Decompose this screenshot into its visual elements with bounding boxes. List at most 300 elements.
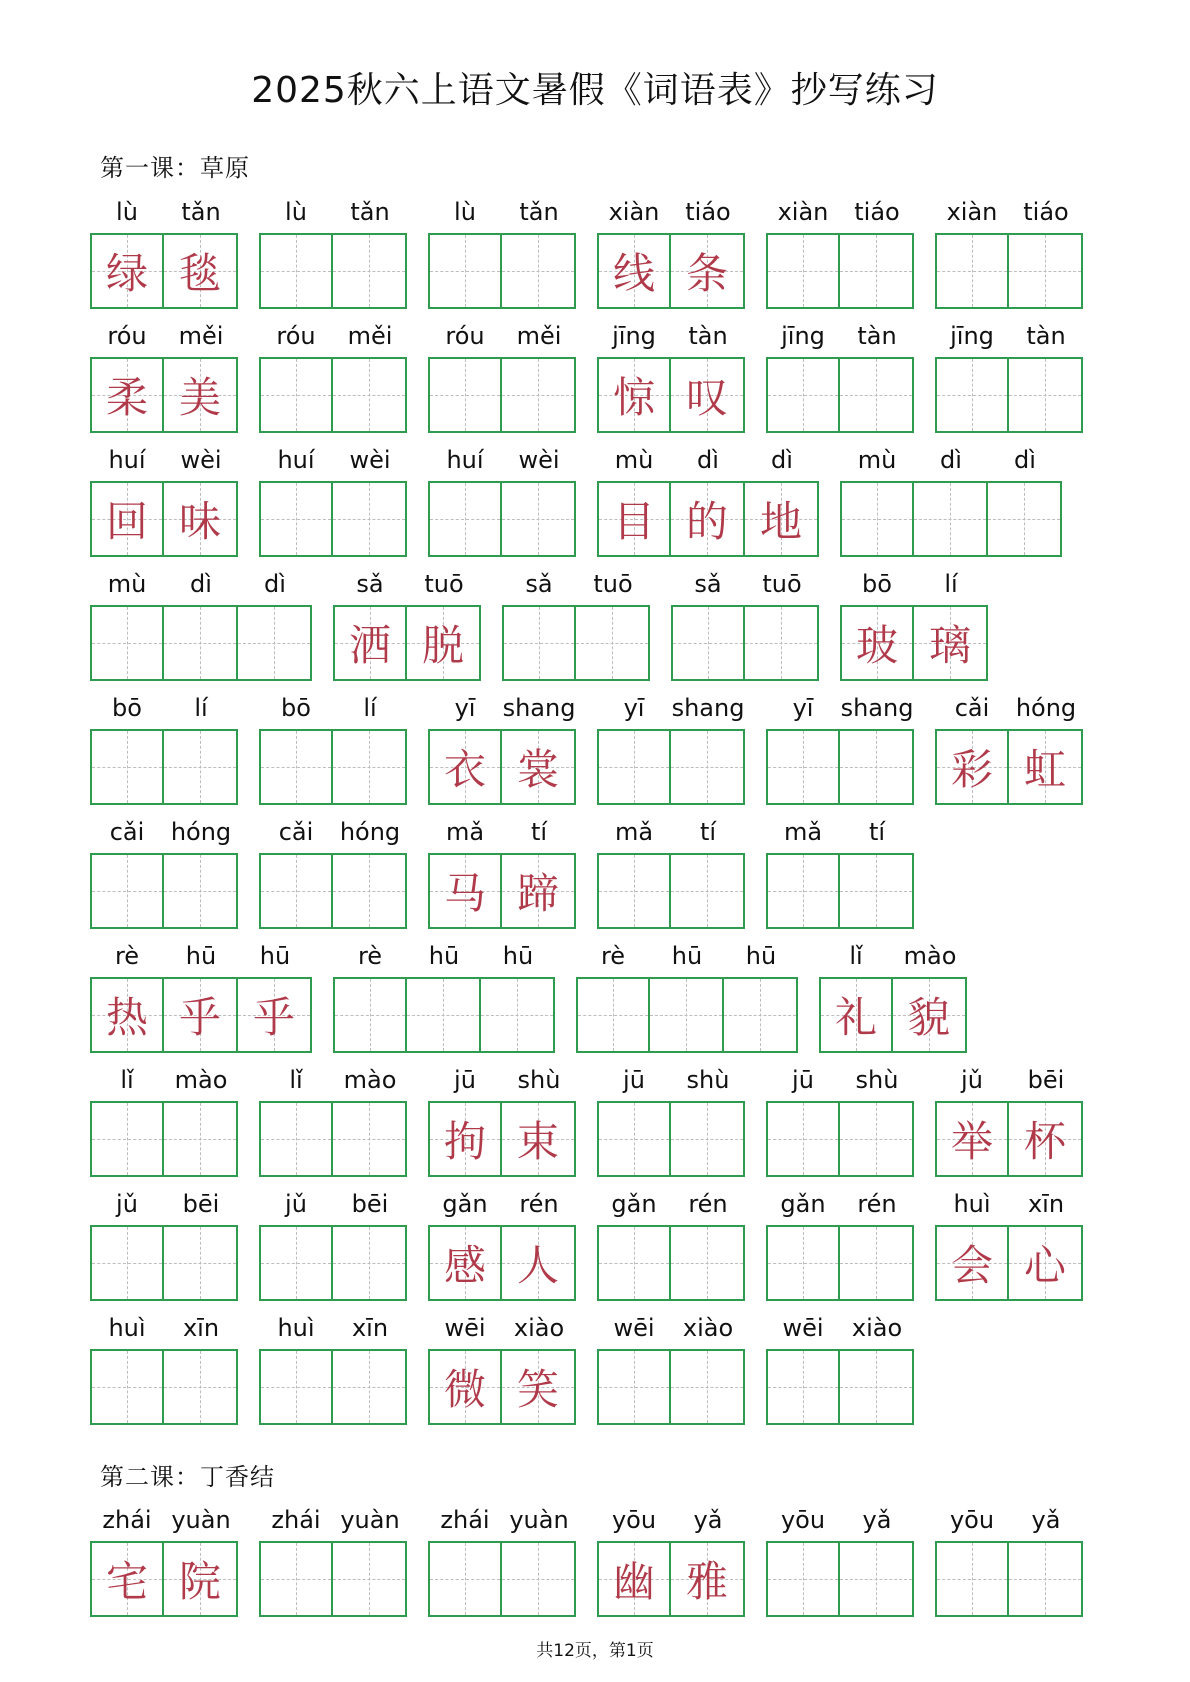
hanzi-character	[502, 359, 574, 431]
practice-box[interactable]	[259, 853, 333, 929]
pinyin-label: hóng	[1015, 694, 1077, 722]
pinyin-label: sǎ	[356, 570, 384, 598]
practice-box[interactable]	[332, 729, 407, 805]
character-box	[428, 853, 502, 929]
character-box	[163, 357, 238, 433]
pinyin-label: zhái	[271, 1506, 321, 1534]
character-box	[892, 977, 967, 1053]
hanzi-character	[261, 359, 331, 431]
pinyin-label: lí	[363, 694, 377, 722]
pinyin-label: lí	[944, 570, 958, 598]
practice-box[interactable]	[766, 1101, 840, 1177]
hanzi-character	[840, 1351, 912, 1423]
hanzi-character: 地	[759, 497, 802, 546]
pinyin-label: wēi	[613, 1314, 655, 1342]
practice-box[interactable]	[670, 1225, 745, 1301]
practice-box[interactable]	[90, 1225, 164, 1301]
pinyin-label: dì	[697, 446, 719, 474]
character-box	[333, 605, 407, 681]
character-box	[744, 481, 819, 557]
pinyin-label: xīn	[1027, 1190, 1065, 1218]
character-box	[501, 1101, 576, 1177]
hanzi-character	[937, 1543, 1007, 1615]
character-box	[670, 1541, 745, 1617]
hanzi-character	[164, 607, 236, 679]
hanzi-character	[481, 979, 553, 1051]
hanzi-character	[671, 1227, 743, 1299]
hanzi-character: 感	[443, 1241, 486, 1290]
hanzi-character	[333, 731, 405, 803]
pinyin-label: wèi	[180, 446, 222, 474]
character-box	[597, 357, 671, 433]
practice-box[interactable]	[1008, 1541, 1083, 1617]
hanzi-character	[599, 1103, 669, 1175]
hanzi-character: 美	[178, 373, 221, 422]
hanzi-character	[599, 1351, 669, 1423]
hanzi-character: 叹	[685, 373, 728, 422]
practice-box[interactable]	[597, 853, 671, 929]
practice-box[interactable]	[839, 1101, 914, 1177]
pinyin-label: dì	[771, 446, 793, 474]
practice-box[interactable]	[935, 1541, 1009, 1617]
hanzi-character	[261, 731, 331, 803]
hanzi-character	[988, 483, 1060, 555]
pinyin-label: měi	[516, 322, 562, 350]
practice-box[interactable]	[90, 605, 164, 681]
hanzi-character	[333, 483, 405, 555]
pinyin-label: yuàn	[509, 1506, 569, 1534]
hanzi-character: 笑	[516, 1365, 559, 1414]
practice-box[interactable]	[259, 233, 333, 309]
practice-box[interactable]	[332, 1225, 407, 1301]
hanzi-character	[599, 1227, 669, 1299]
pinyin-label: huí	[446, 446, 484, 474]
pinyin-label: jīng	[781, 322, 825, 350]
hanzi-character: 柔	[105, 373, 148, 422]
pinyin-label: lǐ	[289, 1066, 303, 1094]
practice-box[interactable]	[744, 605, 819, 681]
practice-box[interactable]	[649, 977, 724, 1053]
practice-box[interactable]	[839, 357, 914, 433]
pinyin-label: hū	[671, 942, 703, 970]
character-box	[428, 1225, 502, 1301]
pinyin-label: shù	[855, 1066, 899, 1094]
practice-box[interactable]	[163, 1349, 238, 1425]
hanzi-character: 院	[178, 1557, 221, 1606]
practice-box[interactable]	[913, 481, 988, 557]
pinyin-label: hū	[185, 942, 217, 970]
practice-box[interactable]	[259, 1101, 333, 1177]
hanzi-character	[261, 855, 331, 927]
hanzi-character	[840, 855, 912, 927]
pinyin-label: rè	[600, 942, 626, 970]
pinyin-label: gǎn	[442, 1190, 488, 1218]
pinyin-label: lǐ	[120, 1066, 134, 1094]
hanzi-character: 拘	[443, 1117, 486, 1166]
hanzi-character: 衣	[443, 745, 486, 794]
practice-box[interactable]	[163, 729, 238, 805]
hanzi-character	[768, 1227, 838, 1299]
pinyin-label: cǎi	[954, 694, 990, 722]
practice-box[interactable]	[501, 357, 576, 433]
hanzi-character	[407, 979, 479, 1051]
character-box	[1008, 729, 1083, 805]
hanzi-character	[578, 979, 648, 1051]
character-box	[90, 977, 164, 1053]
hanzi-character	[261, 483, 331, 555]
pinyin-label: yuàn	[340, 1506, 400, 1534]
pinyin-label: měi	[178, 322, 224, 350]
pinyin-label: hóng	[339, 818, 401, 846]
practice-box[interactable]	[480, 977, 555, 1053]
hanzi-character	[164, 1103, 236, 1175]
practice-box[interactable]	[333, 977, 407, 1053]
hanzi-character	[164, 1227, 236, 1299]
pinyin-label: yǎ	[693, 1506, 723, 1534]
hanzi-character: 束	[516, 1117, 559, 1166]
hanzi-character	[261, 1351, 331, 1423]
hanzi-character	[261, 235, 331, 307]
practice-box[interactable]	[766, 233, 840, 309]
pinyin-label: rén	[519, 1190, 559, 1218]
pinyin-label: yōu	[949, 1506, 995, 1534]
character-box	[163, 481, 238, 557]
pinyin-label: jū	[623, 1066, 645, 1094]
pinyin-label: tiáo	[854, 198, 900, 226]
pinyin-label: wēi	[782, 1314, 824, 1342]
practice-box[interactable]	[332, 481, 407, 557]
pinyin-label: yǎ	[1031, 1506, 1061, 1534]
practice-box[interactable]	[332, 853, 407, 929]
pinyin-label: xīn	[351, 1314, 389, 1342]
pinyin-label: xiào	[513, 1314, 565, 1342]
pinyin-label: tǎn	[519, 198, 559, 226]
character-box	[163, 233, 238, 309]
pinyin-label: mù	[107, 570, 147, 598]
practice-box[interactable]	[670, 853, 745, 929]
practice-box[interactable]	[766, 1541, 840, 1617]
pinyin-label: xiào	[851, 1314, 903, 1342]
hanzi-character	[840, 1227, 912, 1299]
pinyin-label: mào	[174, 1066, 228, 1094]
pinyin-label: dì	[1014, 446, 1036, 474]
pinyin-label: wèi	[518, 446, 560, 474]
pinyin-label: xiàn	[946, 198, 998, 226]
hanzi-character	[768, 731, 838, 803]
pinyin-label: tí	[868, 818, 886, 846]
hanzi-character	[576, 607, 648, 679]
pinyin-label: huí	[108, 446, 146, 474]
character-box	[501, 729, 576, 805]
pinyin-label: hóng	[170, 818, 232, 846]
pinyin-label: tuō	[762, 570, 802, 598]
practice-box[interactable]	[90, 853, 164, 929]
hanzi-character: 热	[105, 993, 148, 1042]
pinyin-label: mù	[614, 446, 654, 474]
hanzi-character: 惊	[612, 373, 655, 422]
character-box	[90, 1541, 164, 1617]
hanzi-character: 璃	[928, 621, 971, 670]
character-box	[501, 1225, 576, 1301]
character-box	[913, 605, 988, 681]
hanzi-character	[1009, 235, 1081, 307]
pinyin-label: yī	[454, 694, 476, 722]
hanzi-character: 杯	[1023, 1117, 1066, 1166]
practice-box[interactable]	[259, 729, 333, 805]
pinyin-label: xiàn	[777, 198, 829, 226]
hanzi-character	[673, 607, 743, 679]
hanzi-character	[430, 359, 500, 431]
character-box	[935, 1101, 1009, 1177]
pinyin-label: tí	[530, 818, 548, 846]
practice-box[interactable]	[259, 481, 333, 557]
practice-box[interactable]	[428, 233, 502, 309]
practice-box[interactable]	[766, 357, 840, 433]
practice-box[interactable]	[766, 1349, 840, 1425]
character-box	[428, 1101, 502, 1177]
practice-box[interactable]	[501, 481, 576, 557]
pinyin-label: tiáo	[685, 198, 731, 226]
hanzi-character	[768, 1351, 838, 1423]
practice-box[interactable]	[332, 1101, 407, 1177]
pinyin-label: lù	[454, 198, 476, 226]
character-box	[597, 481, 671, 557]
pinyin-label: jīng	[950, 322, 994, 350]
hanzi-character	[430, 235, 500, 307]
hanzi-character: 马	[443, 869, 486, 918]
practice-box[interactable]	[670, 1349, 745, 1425]
practice-box[interactable]	[839, 1349, 914, 1425]
pinyin-label: jīng	[612, 322, 656, 350]
hanzi-character: 会	[950, 1241, 993, 1290]
practice-box[interactable]	[935, 357, 1009, 433]
hanzi-character	[333, 1103, 405, 1175]
practice-box[interactable]	[501, 233, 576, 309]
character-box	[428, 1349, 502, 1425]
pinyin-label: yōu	[611, 1506, 657, 1534]
practice-box[interactable]	[766, 1225, 840, 1301]
hanzi-character	[671, 1351, 743, 1423]
character-box	[935, 1225, 1009, 1301]
practice-box[interactable]	[575, 605, 650, 681]
hanzi-character	[261, 1103, 331, 1175]
hanzi-character: 脱	[421, 621, 464, 670]
hanzi-character: 虹	[1023, 745, 1066, 794]
pinyin-label: bō	[112, 694, 142, 722]
pinyin-label: bō	[862, 570, 892, 598]
practice-box[interactable]	[259, 1225, 333, 1301]
hanzi-character	[238, 607, 310, 679]
pinyin-label: shang	[502, 694, 576, 722]
pinyin-label: yǎ	[862, 1506, 892, 1534]
hanzi-character: 味	[178, 497, 221, 546]
pinyin-label: huì	[953, 1190, 991, 1218]
practice-box[interactable]	[163, 853, 238, 929]
practice-box[interactable]	[237, 605, 312, 681]
pinyin-label: rén	[857, 1190, 897, 1218]
hanzi-character	[502, 1543, 574, 1615]
practice-box[interactable]	[597, 1225, 671, 1301]
hanzi-character: 玻	[855, 621, 898, 670]
pinyin-label: róu	[445, 322, 485, 350]
practice-box[interactable]	[163, 1225, 238, 1301]
hanzi-character	[914, 483, 986, 555]
hanzi-character: 乎	[178, 993, 221, 1042]
character-box	[1008, 1101, 1083, 1177]
pinyin-label: dì	[940, 446, 962, 474]
practice-box[interactable]	[935, 233, 1009, 309]
hanzi-character	[840, 1543, 912, 1615]
practice-box[interactable]	[766, 729, 840, 805]
hanzi-character	[671, 1103, 743, 1175]
pinyin-label: tàn	[688, 322, 728, 350]
practice-box[interactable]	[576, 977, 650, 1053]
pinyin-label: sǎ	[694, 570, 722, 598]
hanzi-character: 目	[612, 497, 655, 546]
pinyin-label: róu	[276, 322, 316, 350]
hanzi-character: 心	[1023, 1241, 1066, 1290]
pinyin-label: huì	[277, 1314, 315, 1342]
character-box	[935, 729, 1009, 805]
hanzi-character	[840, 1103, 912, 1175]
pinyin-label: dì	[264, 570, 286, 598]
pinyin-label: tí	[699, 818, 717, 846]
hanzi-character	[333, 855, 405, 927]
hanzi-character	[504, 607, 574, 679]
practice-box[interactable]	[90, 729, 164, 805]
pinyin-label: zhái	[440, 1506, 490, 1534]
practice-box[interactable]	[1008, 357, 1083, 433]
pinyin-label: huì	[108, 1314, 146, 1342]
pinyin-label: wèi	[349, 446, 391, 474]
practice-box[interactable]	[839, 1541, 914, 1617]
practice-box[interactable]	[502, 605, 576, 681]
pinyin-label: yuàn	[171, 1506, 231, 1534]
pinyin-label: tàn	[857, 322, 897, 350]
pinyin-label: mǎ	[614, 818, 654, 846]
hanzi-character	[164, 855, 236, 927]
pinyin-label: mào	[343, 1066, 397, 1094]
hanzi-character	[333, 1543, 405, 1615]
hanzi-character	[261, 1227, 331, 1299]
pinyin-label: sǎ	[525, 570, 553, 598]
practice-box[interactable]	[670, 729, 745, 805]
hanzi-character: 礼	[834, 993, 877, 1042]
pinyin-label: mǎ	[445, 818, 485, 846]
pinyin-label: mào	[903, 942, 957, 970]
practice-box[interactable]	[332, 1541, 407, 1617]
practice-box[interactable]	[839, 853, 914, 929]
pinyin-label: rè	[114, 942, 140, 970]
practice-box[interactable]	[428, 357, 502, 433]
hanzi-character: 貌	[907, 993, 950, 1042]
hanzi-character	[164, 731, 236, 803]
practice-box[interactable]	[90, 1349, 164, 1425]
practice-box[interactable]	[1008, 233, 1083, 309]
pinyin-label: bēi	[351, 1190, 389, 1218]
practice-box[interactable]	[597, 729, 671, 805]
page-footer: 共12页，第1页	[536, 1641, 654, 1661]
hanzi-character	[92, 1351, 162, 1423]
practice-box[interactable]	[163, 605, 238, 681]
practice-box[interactable]	[332, 1349, 407, 1425]
hanzi-character	[599, 731, 669, 803]
character-box	[597, 1541, 671, 1617]
pinyin-label: mǎ	[783, 818, 823, 846]
hanzi-character	[937, 235, 1007, 307]
character-box	[90, 233, 164, 309]
practice-box[interactable]	[723, 977, 798, 1053]
practice-box[interactable]	[332, 357, 407, 433]
practice-box[interactable]	[597, 1101, 671, 1177]
hanzi-character: 微	[443, 1365, 486, 1414]
practice-box[interactable]	[597, 1349, 671, 1425]
practice-box[interactable]	[259, 1541, 333, 1617]
pinyin-label: dì	[190, 570, 212, 598]
practice-box[interactable]	[90, 1101, 164, 1177]
hanzi-character	[92, 1103, 162, 1175]
character-box	[1008, 1225, 1083, 1301]
practice-box[interactable]	[259, 357, 333, 433]
practice-box[interactable]	[840, 481, 914, 557]
character-box	[501, 853, 576, 929]
pinyin-label: yī	[623, 694, 645, 722]
character-box	[90, 357, 164, 433]
pinyin-label: xīn	[182, 1314, 220, 1342]
practice-box[interactable]	[839, 233, 914, 309]
hanzi-character	[724, 979, 796, 1051]
practice-box[interactable]	[163, 1101, 238, 1177]
hanzi-character	[92, 731, 162, 803]
practice-box[interactable]	[406, 977, 481, 1053]
hanzi-character	[671, 731, 743, 803]
practice-box[interactable]	[766, 853, 840, 929]
pinyin-label: jū	[792, 1066, 814, 1094]
hanzi-character	[768, 1103, 838, 1175]
practice-box[interactable]	[987, 481, 1062, 557]
practice-box[interactable]	[671, 605, 745, 681]
character-box	[163, 977, 238, 1053]
hanzi-character: 裳	[516, 745, 559, 794]
hanzi-character	[502, 483, 574, 555]
hanzi-character	[335, 979, 405, 1051]
practice-box[interactable]	[670, 1101, 745, 1177]
hanzi-character	[1009, 1543, 1081, 1615]
character-box	[237, 977, 312, 1053]
pinyin-label: gǎn	[611, 1190, 657, 1218]
character-box	[670, 233, 745, 309]
hanzi-character	[430, 483, 500, 555]
practice-box[interactable]	[839, 729, 914, 805]
hanzi-character: 线	[612, 249, 655, 298]
hanzi-character	[768, 855, 838, 927]
practice-box[interactable]	[839, 1225, 914, 1301]
hanzi-character	[671, 855, 743, 927]
practice-box[interactable]	[501, 1541, 576, 1617]
lesson-heading: 第二课：丁香结	[100, 1463, 275, 1491]
pinyin-label: xiào	[682, 1314, 734, 1342]
practice-box[interactable]	[259, 1349, 333, 1425]
pinyin-label: cǎi	[109, 818, 145, 846]
hanzi-character	[92, 1227, 162, 1299]
hanzi-character: 乎	[252, 993, 295, 1042]
practice-box[interactable]	[428, 481, 502, 557]
pinyin-label: yōu	[780, 1506, 826, 1534]
practice-box[interactable]	[428, 1541, 502, 1617]
hanzi-character: 蹄	[516, 869, 559, 918]
hanzi-character: 毯	[178, 249, 221, 298]
practice-box[interactable]	[332, 233, 407, 309]
